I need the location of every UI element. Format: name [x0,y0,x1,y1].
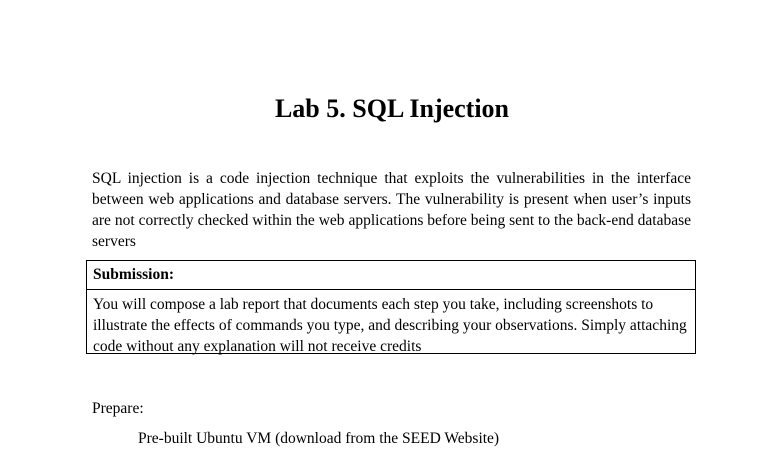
document-title: Lab 5. SQL Injection [274,94,510,123]
intro-paragraph: SQL injection is a code injection technique that exploits the vulnerabilities in the interface between web applications and database servers. The vulnerability is present when user’s inputs are not correctly checked within the web applications before being sent to the back-end database servers [92,170,691,250]
submission-text: You will compose a lab report that documents each step you take, including screenshots to illustrate the effects of commands you type, and describing your observations. Simply attaching code without any explanation will not receive credits [93,296,687,355]
submission-box [86,260,696,354]
prepare-item: Pre-built Ubuntu VM (download from the SEED Website) [138,430,500,447]
submission-heading: Submission: [93,266,174,283]
submission-divider [87,289,695,290]
prepare-label: Prepare: [92,400,144,417]
